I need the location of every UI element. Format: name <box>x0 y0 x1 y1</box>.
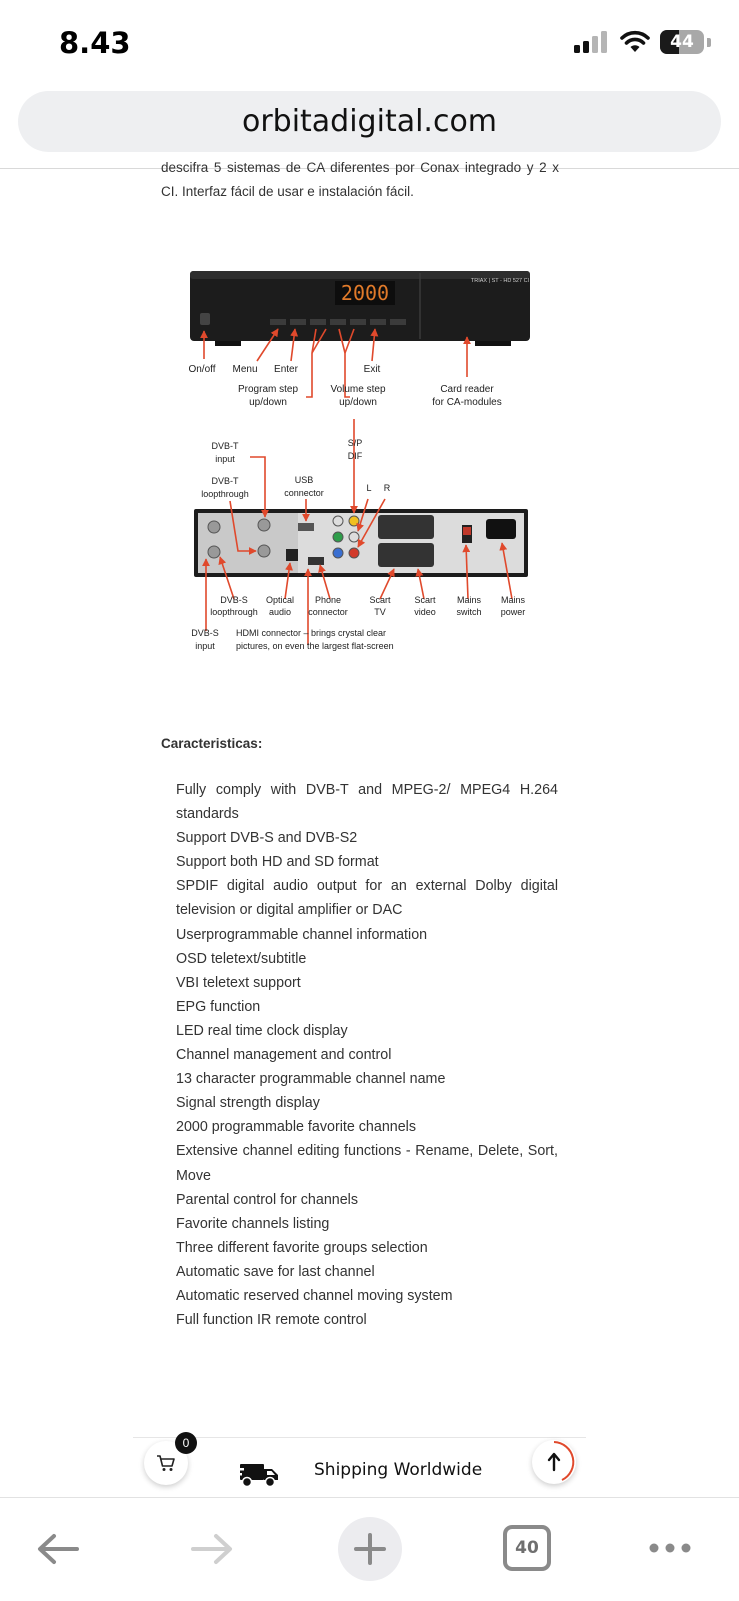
truck-icon <box>236 1462 280 1488</box>
label-menu: Menu <box>232 364 258 375</box>
shipping-worldwide-text: Shipping Worldwide <box>314 1460 483 1480</box>
tabs-button[interactable] <box>503 1524 551 1572</box>
product-connections-figure <box>180 269 560 749</box>
label-hdmi-2: pictures, on even the largest flat-screen <box>236 641 394 651</box>
list-item: Fully comply with DVB-T and MPEG-2/ MPEG4 H.264 standards <box>176 782 558 823</box>
list-item: Favorite channels listing <box>176 1215 330 1232</box>
front-display-digits: 2000 <box>340 281 390 305</box>
status-bar <box>0 0 739 88</box>
more-menu-button[interactable] <box>647 1534 693 1562</box>
status-icons <box>574 30 711 54</box>
list-item: SPDIF digital audio output for an external Dolby digital television or digital amplifier or DAC <box>176 878 558 919</box>
list-item: Parental control for channels <box>176 1191 358 1208</box>
label-mains-power-2: power <box>500 607 526 617</box>
battery-tip <box>707 38 711 47</box>
label-hdmi-1: HDMI connector – brings crystal clear <box>236 628 387 638</box>
list-item: Automatic reserved channel moving system <box>176 1287 453 1304</box>
characteristics-heading: Caracteristicas: <box>161 736 263 751</box>
cellular-signal-icon <box>574 31 610 53</box>
label-exit: Exit <box>363 364 381 375</box>
label-optical-1: Optical <box>265 595 295 605</box>
wifi-icon <box>620 31 650 53</box>
label-phone-2: connector <box>308 607 348 617</box>
browser-toolbar <box>0 1497 739 1601</box>
address-bar-url: orbitadigital.com <box>241 104 498 139</box>
more-dots-icon <box>649 1543 691 1553</box>
label-dvbs-input-1: DVB-S <box>191 628 219 638</box>
back-button[interactable] <box>34 1529 82 1569</box>
label-dvbs-loop-1: DVB-S <box>220 595 248 605</box>
label-usb-1: USB <box>294 475 314 485</box>
front-brand-label: TRIAX | ST - HD 527 CI <box>470 278 530 284</box>
cart-count-badge: 0 <box>175 1432 197 1454</box>
label-card-reader-1: Card reader <box>440 384 494 395</box>
scroll-to-top-button[interactable] <box>532 1440 576 1484</box>
list-item: OSD teletext/subtitle <box>176 950 307 967</box>
list-item: Three different favorite groups selection <box>176 1239 428 1256</box>
list-item: EPG function <box>176 998 261 1015</box>
label-r: R <box>383 483 391 493</box>
battery-level-text: 44 <box>670 32 694 52</box>
intro-paragraph: descifra 5 sistemas de CA diferentes por Conax integrado y 2 x CI. Interfaz fácil de usar e instalación fácil. <box>161 160 559 199</box>
label-scart-video-1: Scart <box>414 595 436 605</box>
list-item: 2000 programmable favorite channels <box>176 1119 417 1136</box>
list-item: Signal strength display <box>176 1095 320 1112</box>
back-arrow-icon <box>37 1533 79 1565</box>
label-mains-power-1: Mains <box>500 595 526 605</box>
label-scart-tv-1: Scart <box>369 595 391 605</box>
scroll-progress-ring <box>532 1440 576 1484</box>
label-scart-tv-2: TV <box>374 607 386 617</box>
list-item: 13 character programmable channel name <box>176 1071 446 1088</box>
list-item: Channel management and control <box>176 1047 392 1064</box>
label-card-reader-2: for CA-modules <box>432 397 502 408</box>
label-optical-2: audio <box>268 607 292 617</box>
list-item: Support DVB-S and DVB-S2 <box>176 830 358 847</box>
list-item: Extensive channel editing functions - Rename, Delete, Sort, Move <box>176 1143 558 1184</box>
forward-arrow-icon <box>191 1533 233 1565</box>
label-program-step-1: Program step <box>237 384 299 395</box>
battery-icon <box>660 30 704 54</box>
label-onoff: On/off <box>188 364 216 375</box>
label-dvbt-loop-2: loopthrough <box>201 489 249 499</box>
label-volume-step-1: Volume step <box>330 384 386 395</box>
label-mains-switch-2: switch <box>456 607 482 617</box>
label-spdif-1: S/P <box>347 438 363 448</box>
label-l: L <box>366 483 372 493</box>
list-item: Userprogrammable channel information <box>176 926 428 943</box>
label-dvbt-input-1: DVB-T <box>211 441 239 451</box>
list-item: Support both HD and SD format <box>176 854 379 871</box>
plus-icon <box>353 1532 387 1566</box>
label-enter: Enter <box>274 364 298 375</box>
tab-count: 40 <box>503 1525 551 1571</box>
new-tab-button[interactable] <box>338 1517 402 1581</box>
forward-button[interactable] <box>188 1529 236 1569</box>
list-item: LED real time clock display <box>176 1022 348 1039</box>
status-time: 8.43 <box>59 26 131 60</box>
label-program-step-2: up/down <box>249 397 287 408</box>
label-volume-step-2: up/down <box>339 397 377 408</box>
cart-icon <box>156 1454 176 1472</box>
page-content[interactable] <box>0 160 739 1489</box>
label-dvbs-loop-2: loopthrough <box>210 607 258 617</box>
label-dvbt-loop-1: DVB-T <box>211 476 239 486</box>
label-phone-1: Phone <box>314 595 342 605</box>
list-item: Full function IR remote control <box>176 1312 367 1329</box>
list-item: VBI teletext support <box>176 974 301 991</box>
label-dvbt-input-2: input <box>215 454 235 464</box>
label-usb-2: connector <box>284 488 324 498</box>
characteristics-list <box>176 778 558 1332</box>
list-item: Automatic save for last channel <box>176 1263 375 1280</box>
label-dvbs-input-2: input <box>195 641 215 651</box>
label-scart-video-2: video <box>414 607 436 617</box>
label-mains-switch-1: Mains <box>456 595 482 605</box>
address-bar[interactable] <box>18 91 721 152</box>
label-spdif-2: DIF <box>347 451 363 461</box>
